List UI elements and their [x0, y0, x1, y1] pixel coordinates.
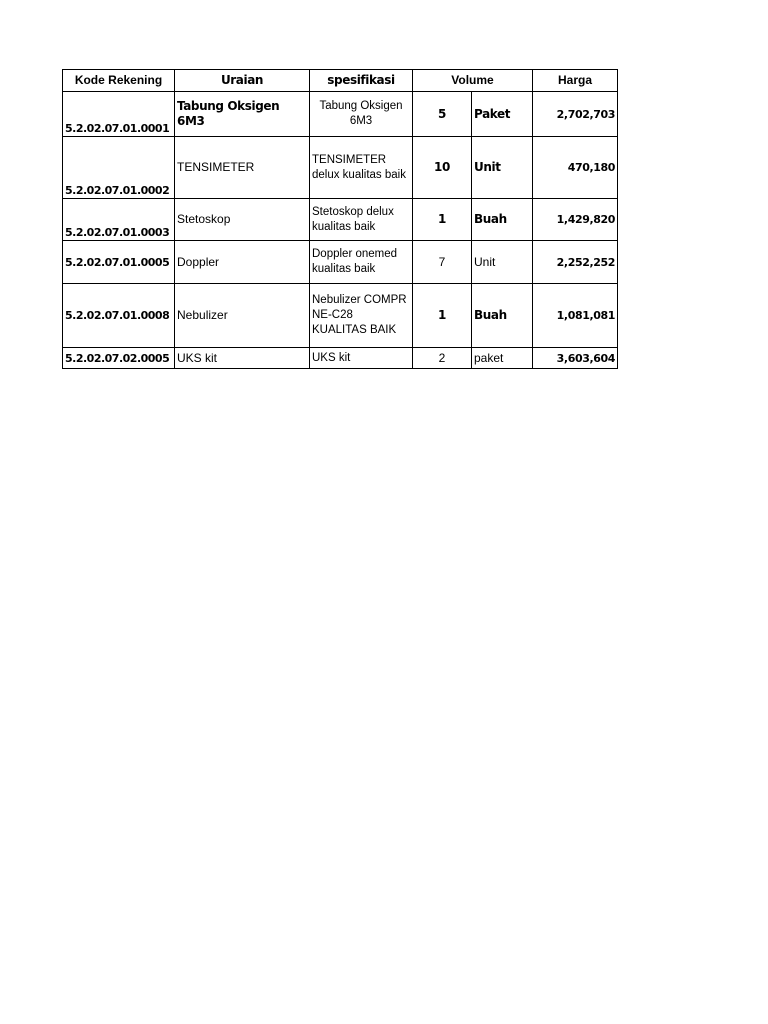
header-kode-rekening: Kode Rekening	[63, 70, 175, 92]
harga-cell: 2,252,252	[533, 241, 618, 284]
quantity-cell: 7	[413, 241, 472, 284]
kode-rekening-cell: 5.2.02.07.01.0008	[63, 284, 175, 348]
spesifikasi-cell: Doppler onemed kualitas baik	[310, 241, 413, 284]
table-row	[63, 241, 618, 284]
uraian-cell: TENSIMETER	[175, 137, 310, 199]
kode-rekening-cell: 5.2.02.07.01.0003	[63, 199, 175, 241]
harga-cell: 1,081,081	[533, 284, 618, 348]
quantity-cell: 2	[413, 348, 472, 369]
header-uraian: Uraian	[175, 70, 310, 92]
table-row	[63, 199, 618, 241]
table-row	[63, 348, 618, 369]
header-row	[63, 70, 618, 92]
table-row	[63, 92, 618, 137]
spesifikasi-cell: UKS kit	[310, 348, 413, 369]
uraian-cell: UKS kit	[175, 348, 310, 369]
budget-table	[62, 69, 618, 369]
spesifikasi-cell: Stetoskop delux kualitas baik	[310, 199, 413, 241]
table-row	[63, 284, 618, 348]
harga-cell: 2,702,703	[533, 92, 618, 137]
spesifikasi-cell: Tabung Oksigen 6M3	[310, 92, 413, 137]
quantity-cell: 5	[413, 92, 472, 137]
table-row	[63, 137, 618, 199]
unit-cell: Buah	[472, 199, 533, 241]
header-volume: Volume	[413, 70, 533, 92]
header-harga: Harga	[533, 70, 618, 92]
spesifikasi-cell: TENSIMETER delux kualitas baik	[310, 137, 413, 199]
quantity-cell: 1	[413, 199, 472, 241]
quantity-cell: 1	[413, 284, 472, 348]
uraian-cell: Tabung Oksigen 6M3	[175, 92, 310, 137]
kode-rekening-cell: 5.2.02.07.01.0001	[63, 92, 175, 137]
kode-rekening-cell: 5.2.02.07.01.0005	[63, 241, 175, 284]
uraian-cell: Doppler	[175, 241, 310, 284]
uraian-cell: Stetoskop	[175, 199, 310, 241]
header-spesifikasi: spesifikasi	[310, 70, 413, 92]
unit-cell: Buah	[472, 284, 533, 348]
unit-cell: paket	[472, 348, 533, 369]
harga-cell: 1,429,820	[533, 199, 618, 241]
kode-rekening-cell: 5.2.02.07.02.0005	[63, 348, 175, 369]
uraian-cell: Nebulizer	[175, 284, 310, 348]
unit-cell: Unit	[472, 137, 533, 199]
spesifikasi-cell: Nebulizer COMPR NE-C28 KUALITAS BAIK	[310, 284, 413, 348]
quantity-cell: 10	[413, 137, 472, 199]
unit-cell: Unit	[472, 241, 533, 284]
harga-cell: 3,603,604	[533, 348, 618, 369]
harga-cell: 470,180	[533, 137, 618, 199]
unit-cell: Paket	[472, 92, 533, 137]
kode-rekening-cell: 5.2.02.07.01.0002	[63, 137, 175, 199]
